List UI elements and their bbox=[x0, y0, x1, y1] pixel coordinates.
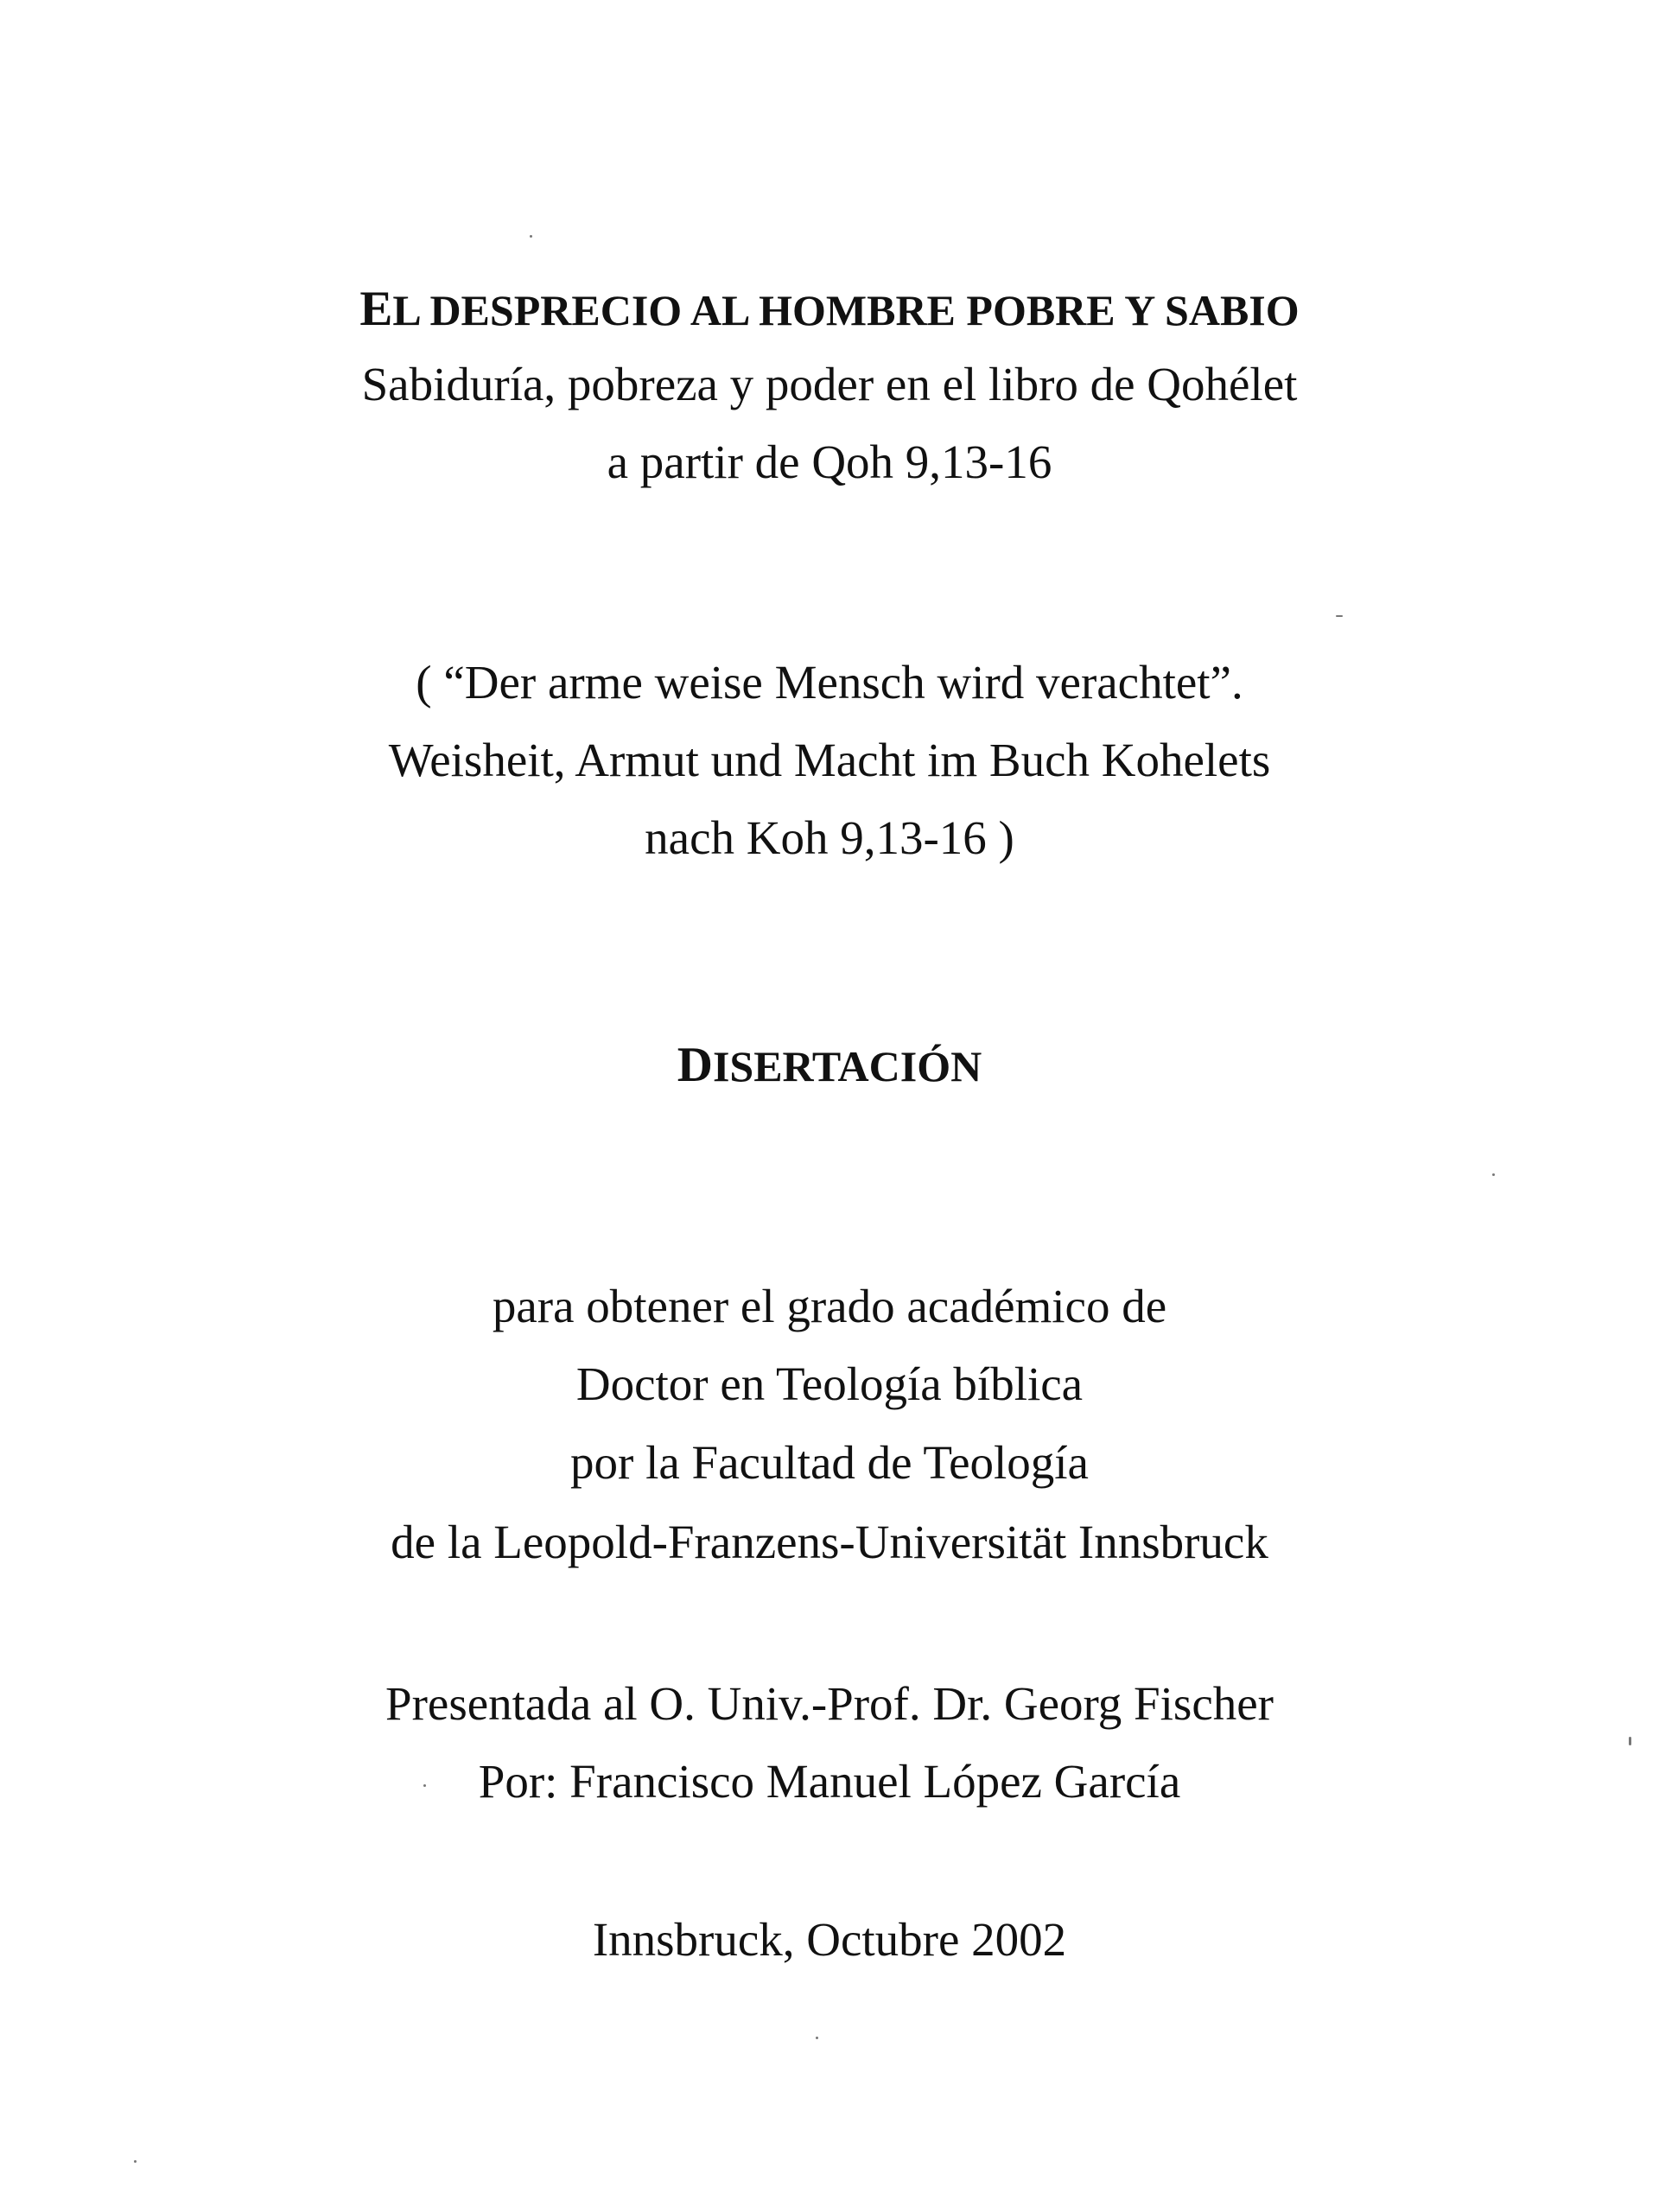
place-date: Innsbruck, Octubre 2002 bbox=[592, 1913, 1067, 1966]
document-title bbox=[0, 279, 1659, 340]
subtitle-es-line-2: a partir de Qoh 9,13-16 bbox=[607, 435, 1052, 488]
title-initial: E bbox=[359, 282, 393, 336]
subtitle-es-line-1: Sabiduría, pobreza y poder en el libro de Qohélet bbox=[361, 358, 1298, 410]
scan-speck bbox=[816, 2037, 818, 2039]
presentation-line-1: Presentada al O. Univ.-Prof. Dr. Georg Fischer bbox=[385, 1677, 1274, 1730]
subtitle-de-line-2: Weisheit, Armut und Macht im Buch Kohelets bbox=[388, 734, 1271, 786]
scan-speck bbox=[1629, 1737, 1631, 1745]
title-initial-rest: L bbox=[392, 286, 419, 334]
title-rest: DESPRECIO AL HOMBRE POBRE Y SABIO bbox=[418, 286, 1300, 334]
scan-speck bbox=[530, 235, 532, 238]
degree-line-3: por la Facultad de Teología bbox=[570, 1436, 1089, 1489]
heading-initial: D bbox=[677, 1038, 713, 1092]
scan-speck bbox=[134, 2160, 137, 2163]
degree-line-1: para obtener el grado académico de bbox=[492, 1280, 1167, 1332]
scan-speck bbox=[1492, 1173, 1495, 1176]
scan-speck bbox=[423, 1784, 426, 1787]
presentation-line-2: Por: Francisco Manuel López García bbox=[478, 1755, 1181, 1808]
dissertation-heading bbox=[0, 1035, 1659, 1096]
degree-line-2: Doctor en Teología bíblica bbox=[575, 1357, 1084, 1410]
subtitle-de-line-3: nach Koh 9,13-16 ) bbox=[645, 811, 1014, 864]
scan-speck bbox=[1336, 615, 1343, 617]
subtitle-de-line-1: ( “Der arme weise Mensch wird verachtet”. bbox=[416, 656, 1243, 709]
heading-rest: ISERTACIÓN bbox=[712, 1042, 982, 1090]
degree-line-4: de la Leopold-Franzens-Universität Innsbruck bbox=[391, 1516, 1268, 1568]
